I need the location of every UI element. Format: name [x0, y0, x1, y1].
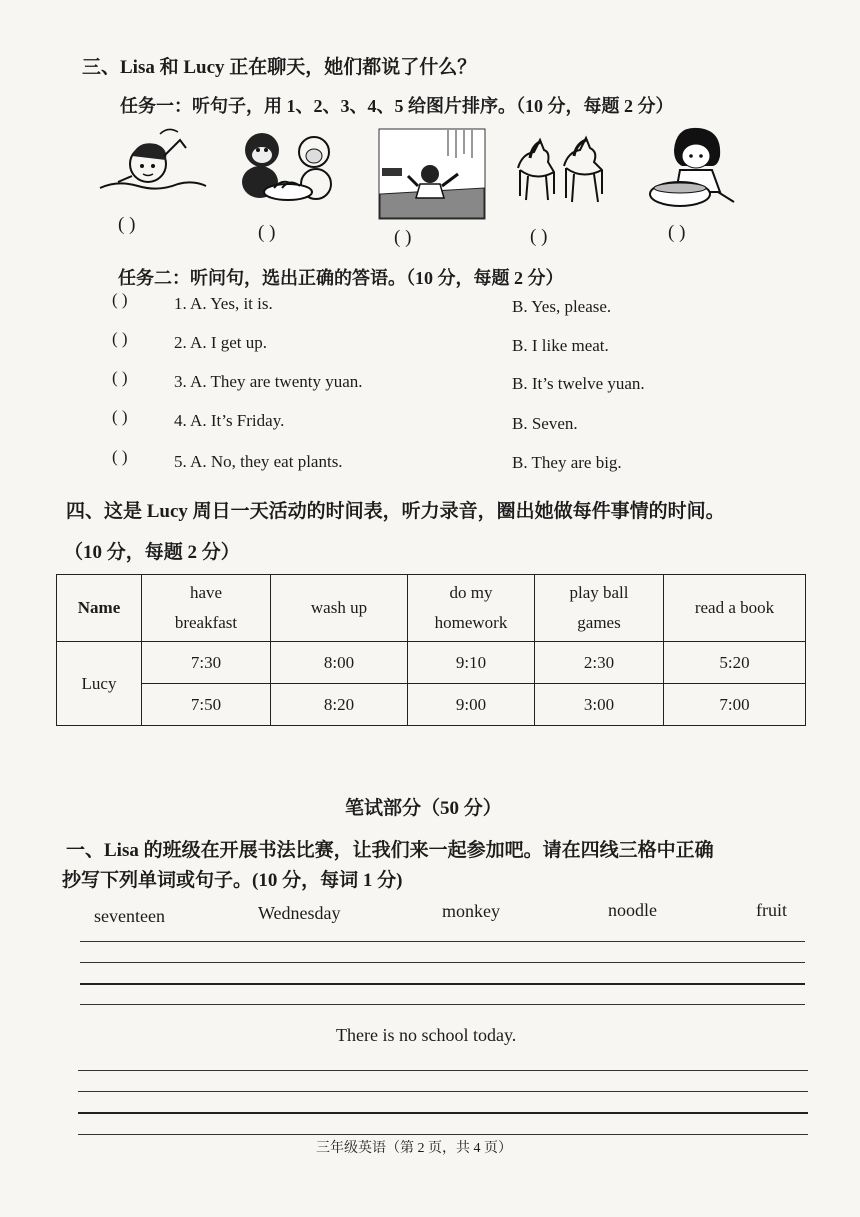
- header-wash-up: wash up: [271, 575, 408, 642]
- answer-3-paren[interactable]: ( ): [112, 368, 128, 387]
- header-read-a-book: read a book: [664, 575, 806, 642]
- time-cell[interactable]: 8:00: [271, 642, 408, 684]
- name-header: Name: [57, 575, 142, 642]
- copy-word-seventeen: seventeen: [94, 906, 165, 926]
- table-header-row: [57, 575, 806, 642]
- writing-line: [78, 1091, 808, 1092]
- question-1-option-a: 1. A. Yes, it is.: [174, 294, 273, 313]
- time-cell[interactable]: 7:00: [664, 684, 806, 726]
- written-section1-title-line2: 抄写下列单词或句子。(10 分，每词 1 分): [62, 870, 403, 891]
- section4-title: 四、这是 Lucy 周日一天活动的时间表，听力录音，圈出她做每件事情的时间。: [66, 501, 725, 522]
- picture-4-blank[interactable]: ( ): [530, 226, 548, 247]
- time-cell[interactable]: 3:00: [535, 684, 664, 726]
- header-have-breakfast: have breakfast: [142, 575, 271, 642]
- time-cell[interactable]: 7:30: [142, 642, 271, 684]
- girl-washing-clothes-picture: [642, 122, 742, 212]
- answer-2-paren[interactable]: ( ): [112, 329, 128, 348]
- answer-5-paren[interactable]: ( ): [112, 447, 128, 466]
- table-row: [57, 642, 806, 684]
- copy-word-noodle: noodle: [608, 900, 657, 920]
- time-cell[interactable]: 7:50: [142, 684, 271, 726]
- copy-word-monkey: monkey: [442, 901, 500, 921]
- question-4-option-a: 4. A. It’s Friday.: [174, 411, 285, 430]
- question-2-option-a: 2. A. I get up.: [174, 333, 268, 352]
- swimming-girl-picture: [98, 120, 208, 200]
- writing-line: [80, 983, 805, 985]
- page-footer: 三年级英语（第 2 页，共 4 页）: [316, 1141, 512, 1156]
- question-3-option-b: B. It’s twelve yuan.: [512, 374, 645, 393]
- written-section1-title-line1: 一、Lisa 的班级在开展书法比赛，让我们来一起参加吧。请在四线三格中正确: [66, 840, 714, 861]
- picture-5-blank[interactable]: ( ): [668, 222, 686, 243]
- question-2-option-b: B. I like meat.: [512, 336, 609, 355]
- two-horses-picture: [510, 132, 614, 212]
- task1-title: 任务一：听句子，用 1、2、3、4、5 给图片排序。（10 分，每题 2 分）: [120, 96, 674, 116]
- answer-1-paren[interactable]: ( ): [112, 290, 128, 309]
- question-1-option-b: B. Yes, please.: [512, 297, 612, 316]
- question-4-option-b: B. Seven.: [512, 414, 578, 433]
- time-cell[interactable]: 8:20: [271, 684, 408, 726]
- writing-line: [78, 1134, 808, 1135]
- copy-sentence: There is no school today.: [336, 1025, 517, 1045]
- time-cell[interactable]: 5:20: [664, 642, 806, 684]
- writing-line: [80, 1004, 805, 1005]
- schedule-table: [56, 574, 806, 726]
- picture-1-blank[interactable]: ( ): [118, 214, 136, 235]
- boy-getting-up-picture: [378, 128, 486, 220]
- copy-word-fruit: fruit: [756, 900, 787, 920]
- writing-line: [80, 962, 805, 963]
- time-cell[interactable]: 9:00: [408, 684, 535, 726]
- answer-4-paren[interactable]: ( ): [112, 407, 128, 426]
- section3-title: 三、Lisa 和 Lucy 正在聊天，她们都说了什么？: [82, 57, 477, 78]
- writing-line: [78, 1112, 808, 1114]
- table-row: [57, 684, 806, 726]
- question-3-option-a: 3. A. They are twenty yuan.: [174, 372, 363, 391]
- writing-line: [80, 941, 805, 942]
- time-cell[interactable]: 2:30: [535, 642, 664, 684]
- task2-title: 任务二：听问句，选出正确的答语。（10 分，每题 2 分）: [118, 268, 564, 288]
- header-do-homework: do my homework: [408, 575, 535, 642]
- question-5-option-a: 5. A. No, they eat plants.: [174, 452, 343, 471]
- writing-line: [78, 1070, 808, 1071]
- name-cell: Lucy: [57, 642, 142, 726]
- header-play-ball-games: play ball games: [535, 575, 664, 642]
- time-cell[interactable]: 9:10: [408, 642, 535, 684]
- picture-3-blank[interactable]: ( ): [394, 227, 412, 248]
- monkeys-eating-bananas-picture: [232, 122, 347, 204]
- copy-word-wednesday: Wednesday: [258, 903, 341, 923]
- written-part-title: 笔试部分（50 分）: [345, 798, 502, 819]
- picture-2-blank[interactable]: ( ): [258, 222, 276, 243]
- question-5-option-b: B. They are big.: [512, 453, 622, 472]
- section4-points: （10 分，每题 2 分）: [64, 542, 240, 563]
